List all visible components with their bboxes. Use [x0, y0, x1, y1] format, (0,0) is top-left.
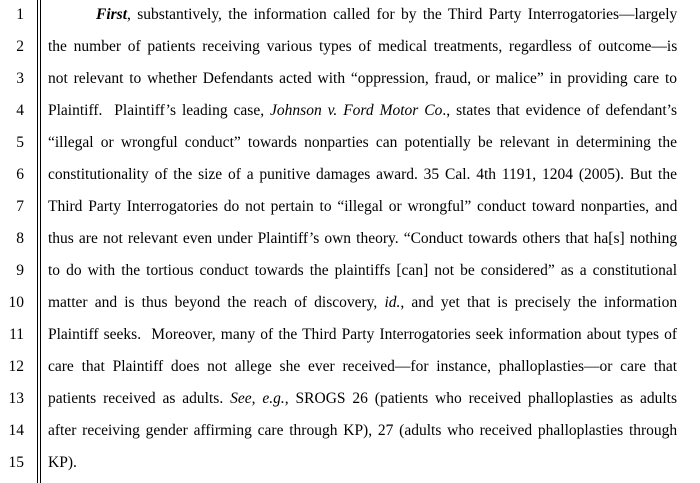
pleading-line	[0, 64, 700, 96]
emphasized-text: See, e.g.,	[230, 390, 289, 407]
emphasized-text: First	[96, 6, 128, 23]
line-text	[48, 453, 677, 473]
line-text	[48, 261, 677, 281]
pleading-line	[0, 352, 700, 384]
text-run: not relevant to whether Defendants acted with “oppression, fraud, or malice” in providing care to	[48, 70, 677, 87]
line-number: 15	[8, 454, 24, 471]
text-run: the number of patients receiving various types of medical treatments, regardless of outcome—is	[48, 38, 678, 55]
emphasized-text: Johnson v. Ford Motor Co	[270, 102, 443, 119]
pleading-line	[0, 32, 700, 64]
line-number: 11	[9, 326, 24, 343]
line-number: 13	[8, 390, 24, 407]
line-number: 14	[8, 422, 24, 439]
line-text	[48, 389, 677, 409]
line-text	[96, 5, 677, 25]
text-run: “illegal or wrongful conduct” towards nonparties can potentially be relevant in determining the	[48, 134, 677, 151]
line-text	[48, 325, 677, 345]
text-run: Plaintiff. Plaintiff’s leading case,	[48, 102, 271, 119]
line-number: 10	[8, 294, 24, 311]
line-number: 3	[16, 70, 24, 87]
line-number: 7	[16, 198, 24, 215]
line-number: 5	[16, 134, 24, 151]
line-number: 6	[16, 166, 24, 183]
line-text	[48, 197, 677, 217]
text-run: , substantively, the information called for by the Third Party Interrogatories—largely	[127, 6, 678, 23]
text-run: , and yet that is precisely the information	[400, 294, 678, 311]
text-run: Plaintiff seeks. Moreover, many of the Third Party Interrogatories seek information about types of	[48, 326, 677, 343]
line-number: 9	[16, 262, 24, 279]
line-text	[48, 229, 677, 249]
line-text	[48, 165, 677, 185]
pleading-line	[0, 0, 700, 32]
text-run: to do with the tortious conduct towards the plaintiffs [can] not be considered” as a constitutional	[48, 262, 677, 279]
text-run: KP).	[48, 454, 77, 471]
pleading-line	[0, 416, 700, 448]
line-number: 4	[16, 102, 24, 119]
line-text	[48, 101, 677, 121]
line-number: 8	[16, 230, 24, 247]
line-text	[48, 133, 677, 153]
pleading-line	[0, 256, 700, 288]
text-run: care that Plaintiff does not allege she ever received—for instance, phalloplasties—or care that	[48, 358, 678, 375]
text-run: patients received as adults.	[48, 390, 231, 407]
line-text	[48, 293, 677, 313]
pleading-line	[0, 128, 700, 160]
emphasized-text: id.	[384, 294, 401, 311]
text-run: SROGS 26 (patients who received phalloplasties as adults	[288, 390, 677, 407]
text-run: Third Party Interrogatories do not pertain to “illegal or wrongful” conduct toward nonparties, and	[48, 198, 678, 215]
text-run: thus are not relevant even under Plaintiff’s own theory. “Conduct towards others that ha[s] nothing	[48, 230, 678, 247]
text-run: matter and is thus beyond the reach of discovery,	[48, 294, 385, 311]
pleading-line	[0, 96, 700, 128]
text-run: ., states that evidence of defendant’s	[442, 102, 677, 119]
pleading-line	[0, 320, 700, 352]
text-run: constitutionality of the size of a punitive damages award. 35 Cal. 4th 1191, 1204 (2005). But the	[48, 166, 677, 183]
pleading-line	[0, 160, 700, 192]
pleading-line	[0, 224, 700, 256]
line-text	[48, 421, 677, 441]
pleading-line	[0, 192, 700, 224]
line-number: 12	[8, 358, 24, 375]
text-run: after receiving gender affirming care through KP), 27 (adults who received phalloplasties through	[48, 422, 678, 439]
line-text	[48, 69, 677, 89]
pleading-line	[0, 448, 700, 480]
line-number: 2	[16, 38, 24, 55]
line-text	[48, 357, 677, 377]
line-text	[48, 37, 677, 57]
pleading-line	[0, 384, 700, 416]
line-number: 1	[16, 6, 24, 23]
pleading-line	[0, 288, 700, 320]
